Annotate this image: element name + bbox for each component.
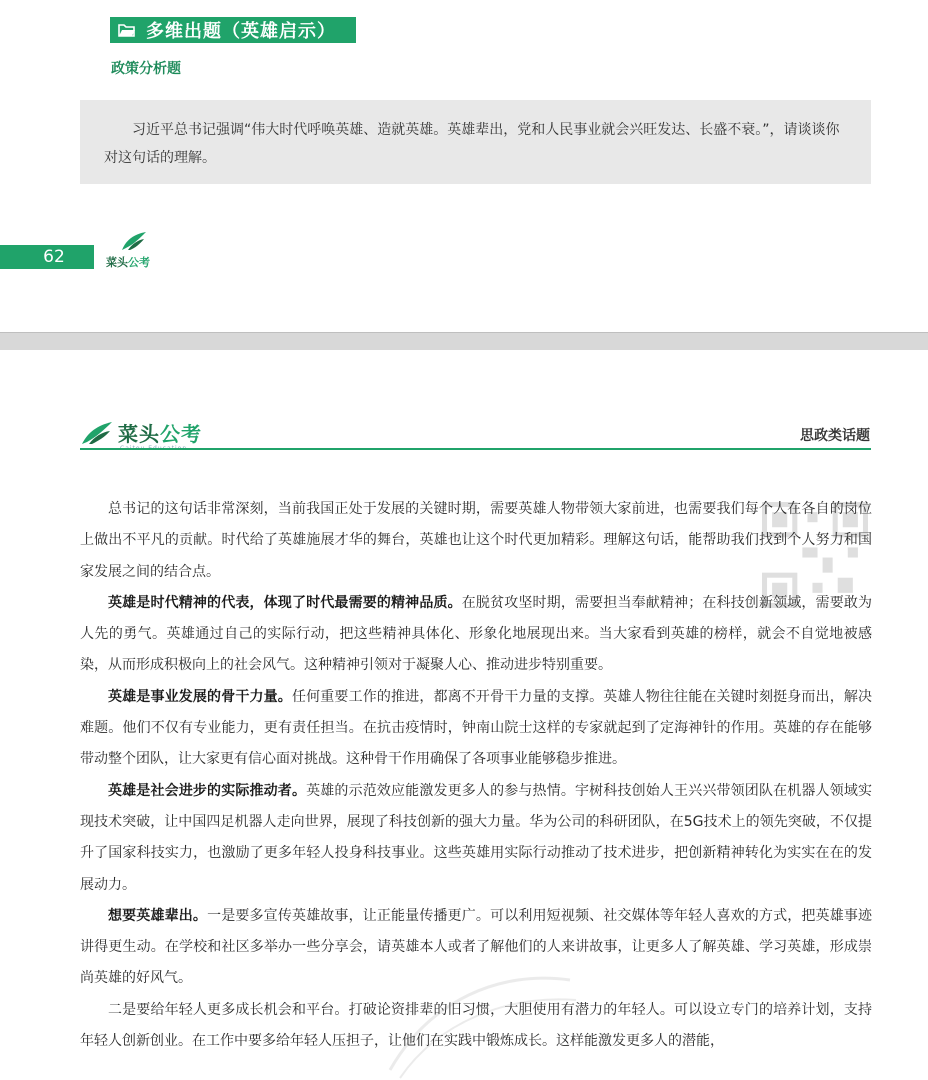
page-separator: [0, 332, 928, 351]
small-brand-logo: [106, 230, 166, 270]
question-box: [80, 100, 871, 184]
paragraph-lead: 英雄是社会进步的实际推动者。: [108, 782, 307, 799]
paragraph-text: 在脱贫攻坚时期，需要担当奉献精神；在科技创新领域，需要敢为人先的勇气。英雄通过自己的实际行动，把这些精神具体化、形象化地展现出来。当大家看到英雄的榜样，就会不自觉地被感染，从而形成积极向上的社会风气。这种精神引领对于凝聚人心、推动进步特别重要。: [80, 594, 873, 674]
page-number: 62: [0, 245, 94, 269]
small-brand-main: 菜头: [106, 256, 128, 269]
paragraph-text: 一是要多宣传英雄故事，让正能量传播更广。可以利用短视频、社交媒体等年轻人喜欢的方式，把英雄事迹讲得更生动。在学校和社区多举办一些分享会，请英雄本人或者了解他们的人来讲故事，让更多人了解英雄、学习英雄，形成崇尚英雄的好风气。: [80, 907, 873, 987]
paragraph: [80, 682, 872, 776]
watermark-stamp: [380, 960, 580, 1080]
header-category: 思政类话题: [800, 428, 870, 444]
paragraph: [80, 776, 872, 901]
paragraph-lead: 想要英雄辈出。: [108, 907, 208, 924]
paragraph: [80, 494, 872, 588]
paragraph-lead: 英雄是事业发展的骨干力量。: [108, 688, 292, 705]
small-brand-accent: 公考: [128, 256, 150, 269]
header-brand-logo: [80, 418, 202, 447]
folder-open-icon: [114, 17, 140, 43]
question-text: 习近平总书记强调“伟大时代呼唤英雄、造就英雄。英雄辈出，党和人民事业就会兴旺发达、长盛不衰。”，请谈谈你对这句话的理解。: [104, 122, 840, 166]
bottom-page: [0, 350, 928, 1050]
header-brand-accent: 公考: [160, 422, 202, 446]
paragraph-text: 任何重要工作的推进，都离不开骨干力量的支撑。英雄人物往往能在关键时刻挺身而出，解决难题。他们不仅有专业能力，更有责任担当。在抗击疫情时，钟南山院士这样的专家就起到了定海神针的作用。英雄的存在能够带动整个团队，让大家更有信心面对挑战。这种骨干作用确保了各项事业能够稳步推进。: [80, 688, 873, 768]
leaf-logo-icon: [120, 230, 148, 252]
section-banner: [110, 17, 356, 43]
header-divider: [80, 448, 871, 450]
paragraph-text: 英雄的示范效应能激发更多人的参与热情。宇树科技创始人王兴兴带领团队在机器人领域实现技术突破，让中国四足机器人走向世界，展现了科技创新的强大力量。华为公司的科研团队，在5G技术上的领先突破，不仅提升了国家科技实力，也激励了更多年轻人投身科技事业。这些英雄用实际行动推动了技术进步，把创新精神转化为实实在在的发展动力。: [80, 782, 873, 893]
section-banner-title: 多维出题（英雄启示）: [146, 21, 336, 42]
question-type-subtitle: 政策分析题: [111, 61, 181, 77]
paragraph-text: 总书记的这句话非常深刻，当前我国正处于发展的关键时期，需要英雄人物带领大家前进，也需要我们每个人在各自的岗位上做出不平凡的贡献。时代给了英雄施展才华的舞台，英雄也让这个时代更加精彩。理解这句话，能帮助我们找到个人努力和国家发展之间的结合点。: [80, 501, 872, 580]
header-brand-main: 菜头: [118, 422, 160, 446]
paragraph-lead: 英雄是时代精神的代表，体现了时代最需要的精神品质。: [108, 594, 462, 611]
top-page: [0, 0, 928, 332]
paragraph: [80, 588, 872, 682]
paragraph-text: 二是要给年轻人更多成长机会和平台。打破论资排辈的旧习惯，大胆使用有潜力的年轻人。可以设立专门的培养计划，支持年轻人创新创业。在工作中要多给年轻人压担子，让他们在实践中锻炼成长。这样能激发更多人的潜能，: [80, 1001, 872, 1050]
small-brand-name: [106, 254, 150, 270]
leaf-logo-icon: [80, 420, 114, 446]
header-brand-name: [118, 418, 202, 447]
